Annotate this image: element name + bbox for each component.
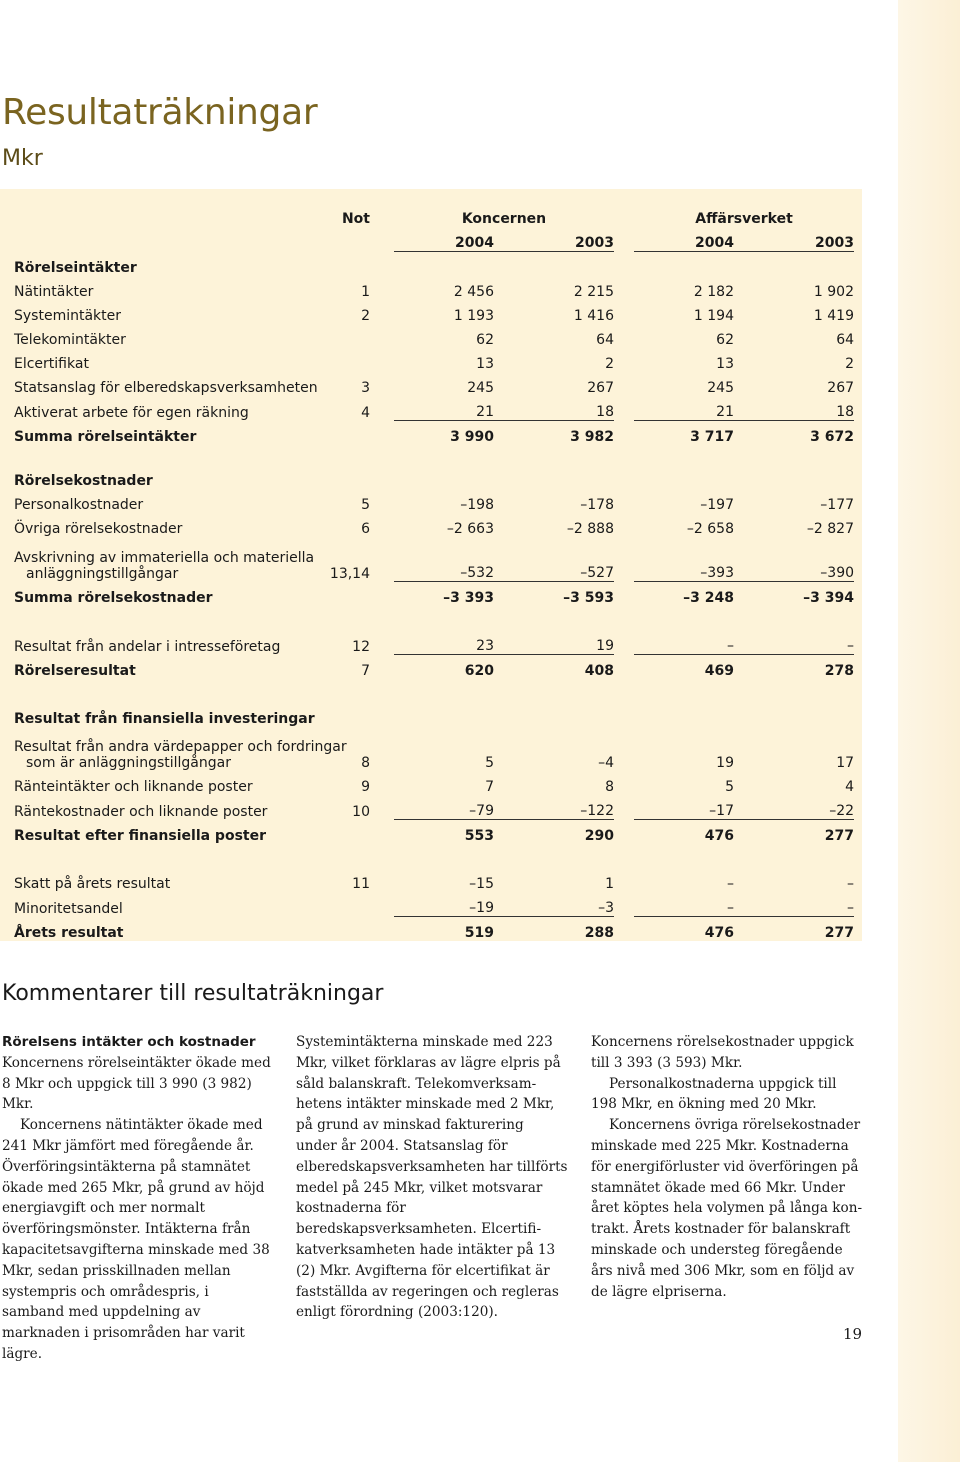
row-not: 1 <box>361 284 370 300</box>
cell-value: 278 <box>824 663 855 679</box>
cell-value: – <box>754 892 854 917</box>
cell-value: –17 <box>634 795 734 820</box>
comments-column-2 <box>296 1032 568 1323</box>
cell-value: 408 <box>584 663 614 679</box>
cell-value: 19 <box>716 755 734 771</box>
header-koncernen: Koncernen <box>461 211 547 227</box>
cell-value: 1 902 <box>813 284 855 300</box>
section-finansiella: Resultat från finansiella investeringar <box>14 711 315 727</box>
row-label: Resultat från andelar i intresseföretag <box>14 638 281 655</box>
cell-value: 18 <box>754 396 854 421</box>
row-label-line: Resultat från andra värdepapper och fordringar <box>14 739 347 755</box>
row-label: Ränteintäkter och liknande poster <box>14 779 253 795</box>
cell-value: 245 <box>467 380 494 396</box>
spacer-row <box>14 445 854 465</box>
cell-value: 18 <box>514 396 614 421</box>
table-row <box>14 300 854 324</box>
row-label: Statsanslag för elberedskapsverksamheten <box>14 380 318 396</box>
cell-value: 64 <box>836 332 855 348</box>
cell-value: 2 <box>605 356 614 372</box>
header-affarsverket: Affärsverket <box>695 211 793 227</box>
row-not: 11 <box>352 876 370 892</box>
row-label: Årets resultat <box>14 925 124 941</box>
cell-value: –177 <box>820 497 855 513</box>
section-rorelseintakter: Rörelseintäkter <box>14 260 137 276</box>
comments-subheading: Rörelsens intäkter och kostnader <box>2 1034 256 1050</box>
cell-value: –390 <box>754 537 854 582</box>
cell-value: 3 717 <box>690 429 734 445</box>
cell-value: –22 <box>754 795 854 820</box>
table-row <box>14 537 854 582</box>
cell-value: –15 <box>469 876 494 892</box>
row-label-line: Avskrivning av immateriella och materiella <box>14 549 315 566</box>
header-not: Not <box>341 211 370 227</box>
cell-value: 476 <box>704 828 734 844</box>
header-year: 2004 <box>394 227 494 252</box>
cell-value: 476 <box>704 925 734 941</box>
spacer-row <box>14 606 854 630</box>
row-not: 8 <box>361 755 370 771</box>
row-label: Summa rörelseintäkter <box>14 429 197 445</box>
cell-value: 62 <box>716 332 734 348</box>
row-label: Nätintäkter <box>14 284 94 300</box>
spacer-row <box>14 679 854 703</box>
cell-value: –532 <box>394 537 494 582</box>
page-number: 19 <box>843 1325 863 1343</box>
row-not <box>314 324 370 348</box>
row-label: Summa rörelsekostnader <box>14 590 213 606</box>
page-title: Resultaträkningar <box>2 92 318 133</box>
cell-value: 3 982 <box>570 429 614 445</box>
section-header-row <box>14 252 854 277</box>
cell-value: 2 182 <box>693 284 734 300</box>
cell-value: – <box>754 630 854 655</box>
cell-value: –3 593 <box>563 590 614 606</box>
cell-value: –3 394 <box>803 590 855 606</box>
cell-value: 8 <box>605 779 614 795</box>
row-label <box>14 537 314 582</box>
row-label: Resultat efter finansiella poster <box>14 828 266 844</box>
cell-value: 267 <box>827 380 855 396</box>
table-row <box>14 276 854 300</box>
row-label: Systemintäkter <box>14 308 122 324</box>
cell-value: –2 827 <box>806 521 855 537</box>
cell-value: 19 <box>514 630 614 655</box>
cell-value: –2 888 <box>566 521 614 537</box>
row-label: Telekomintäkter <box>14 332 126 348</box>
cell-value: –197 <box>700 497 734 513</box>
row-label: Skatt på årets resultat <box>14 876 171 892</box>
page-margin-stripe <box>898 0 960 1462</box>
row-label: Personalkostnader <box>14 497 144 513</box>
comments-paragraph: Systemintäkterna minskade med 223 Mkr, vilket förklaras av lägre elpris på såld balanskraft. Telekomverksamhetens intäkter minskade med 2 Mkr, på grund av minskad fakturering under år 2004. Statsanslag för elberedskapsverksamheten har tillförts medel på 245 Mkr, vilket motsvarar kostnaderna för beredskapsverksamheten. Elcertifikatverksamheten hade intäkter på 13 (2) Mkr. Avgifterna för elcertifikat är fastställda av regeringen och regleras enligt förordning (2003:120). <box>296 1034 568 1321</box>
row-not: 9 <box>361 779 370 795</box>
section-header-row <box>14 465 854 489</box>
cell-value: 1 419 <box>813 308 855 324</box>
comments-paragraph: Koncernens övriga rörelsekostnader minskade med 225 Mkr. Kostnaderna för energiförluster vid överföringen på stamnätet ökade med 66 Mkr. Under året köptes hela volymen på långa kontrakt. Årets kostnader för balanskraft minskade och understeg föregående års nivå med 306 Mkr, som en följd av de lägre elpriserna. <box>591 1117 863 1300</box>
cell-value: – <box>634 892 734 917</box>
row-label: Elcertifikat <box>14 356 89 372</box>
comments-paragraph: Koncernens rörelsekostnader uppgick till 3 393 (3 593) Mkr. <box>591 1034 854 1071</box>
cell-value: 1 <box>605 876 614 892</box>
cell-value: 62 <box>476 332 494 348</box>
spacer-row <box>14 844 854 868</box>
cell-value: 245 <box>707 380 734 396</box>
sum-row <box>14 820 854 845</box>
cell-value: 5 <box>725 779 734 795</box>
row-not: 5 <box>361 497 370 513</box>
cell-value: –2 658 <box>686 521 734 537</box>
cell-value: –3 393 <box>443 590 494 606</box>
cell-value: –2 663 <box>446 521 494 537</box>
cell-value: 21 <box>394 396 494 421</box>
header-row-groups <box>14 203 854 227</box>
table-row <box>14 372 854 396</box>
cell-value: 13 <box>476 356 494 372</box>
cell-value: 23 <box>394 630 494 655</box>
cell-value: 288 <box>584 925 614 941</box>
comments-paragraph: Koncernens rörelseintäkter ökade med 8 Mkr och uppgick till 3 990 (3 982) Mkr. <box>2 1054 271 1113</box>
header-year: 2003 <box>514 227 614 252</box>
cell-value: 21 <box>634 396 734 421</box>
row-not <box>314 348 370 372</box>
table-row <box>14 795 854 820</box>
table-row <box>14 771 854 795</box>
row-label-line: anläggningstillgångar <box>26 565 179 582</box>
table-row <box>14 727 854 771</box>
cell-value: –198 <box>460 497 494 513</box>
table-row <box>14 324 854 348</box>
cell-value: 620 <box>464 663 494 679</box>
table-row <box>14 396 854 421</box>
cell-value: 277 <box>824 925 855 941</box>
row-not: 3 <box>361 380 370 396</box>
comments-paragraph: Personalkostnaderna uppgick till 198 Mkr, en ökning med 20 Mkr. <box>591 1075 837 1113</box>
sum-row <box>14 582 854 607</box>
cell-value: – <box>847 876 855 892</box>
cell-value: 17 <box>836 755 855 771</box>
row-label: Aktiverat arbete för egen räkning <box>14 404 249 421</box>
cell-value: – <box>727 876 734 892</box>
row-label: Räntekostnader och liknande poster <box>14 803 268 820</box>
cell-value: 3 990 <box>450 429 494 445</box>
cell-value: 519 <box>464 925 494 941</box>
row-not: 2 <box>361 308 370 324</box>
row-label <box>14 727 347 771</box>
row-label: Rörelseresultat <box>14 663 136 679</box>
comments-heading: Kommentarer till resultaträkningar <box>2 981 384 1006</box>
cell-value: 2 456 <box>453 284 494 300</box>
table-row <box>14 892 854 917</box>
row-not: 13,14 <box>329 565 370 582</box>
cell-value: –122 <box>514 795 614 820</box>
cell-value: 64 <box>596 332 614 348</box>
comments-column-1 <box>2 1032 274 1365</box>
header-row-years <box>14 227 854 252</box>
cell-value: – <box>634 630 734 655</box>
row-not: 10 <box>352 803 370 820</box>
cell-value: –393 <box>634 537 734 582</box>
cell-value: 2 215 <box>573 284 614 300</box>
table-row <box>14 868 854 892</box>
row-label: Övriga rörelsekostnader <box>14 521 183 537</box>
row-not: 6 <box>361 521 370 537</box>
cell-value: 290 <box>584 828 614 844</box>
cell-value: 1 194 <box>693 308 734 324</box>
row-not: 7 <box>361 663 370 679</box>
cell-value: 13 <box>716 356 734 372</box>
cell-value: –3 <box>514 892 614 917</box>
cell-value: 1 193 <box>453 308 494 324</box>
sum-row <box>14 421 854 446</box>
table-row <box>14 348 854 372</box>
cell-value: –527 <box>514 537 614 582</box>
row-not: 12 <box>352 638 370 655</box>
cell-value: 7 <box>485 779 494 795</box>
table-row <box>14 489 854 513</box>
comments-column-3 <box>591 1032 863 1302</box>
cell-value: –79 <box>394 795 494 820</box>
cell-value: 2 <box>845 356 855 372</box>
cell-value: –178 <box>580 497 614 513</box>
section-rorelsekostnader: Rörelsekostnader <box>14 473 153 489</box>
cell-value: 5 <box>485 755 494 771</box>
table-row <box>14 630 854 655</box>
row-label-line: som är anläggningstillgångar <box>26 755 231 771</box>
cell-value: 4 <box>845 779 855 795</box>
cell-value: 469 <box>704 663 734 679</box>
sum-row <box>14 917 854 942</box>
sum-row <box>14 655 854 680</box>
cell-value: 277 <box>824 828 855 844</box>
cell-value: 267 <box>587 380 614 396</box>
row-label: Minoritetsandel <box>14 900 123 917</box>
cell-value: 1 416 <box>573 308 614 324</box>
cell-value: 553 <box>464 828 494 844</box>
cell-value: –3 248 <box>683 590 734 606</box>
comments-paragraph: Koncernens nätintäkter ökade med 241 Mkr jämfört med föregående år. Överföringsintäkterna på stamnätet ökade med 265 Mkr, på grund av höjd energiavgift och mer normalt överföringsmönster. Intäkterna från kapacitetsavgifterna minskade med 38 Mkr, sedan prisskillnaden mellan systempris och områdespris, i samband med uppdelning av marknaden i prisområden har varit lägre. <box>2 1117 270 1362</box>
header-year: 2004 <box>634 227 734 252</box>
section-header-row <box>14 703 854 727</box>
row-not: 4 <box>361 404 370 421</box>
cell-value: 3 672 <box>810 429 855 445</box>
cell-value: –4 <box>598 755 614 771</box>
cell-value: –19 <box>394 892 494 917</box>
table-row <box>14 513 854 537</box>
header-year: 2003 <box>754 227 854 252</box>
income-statement-table <box>14 203 854 941</box>
unit-label: Mkr <box>2 146 43 171</box>
